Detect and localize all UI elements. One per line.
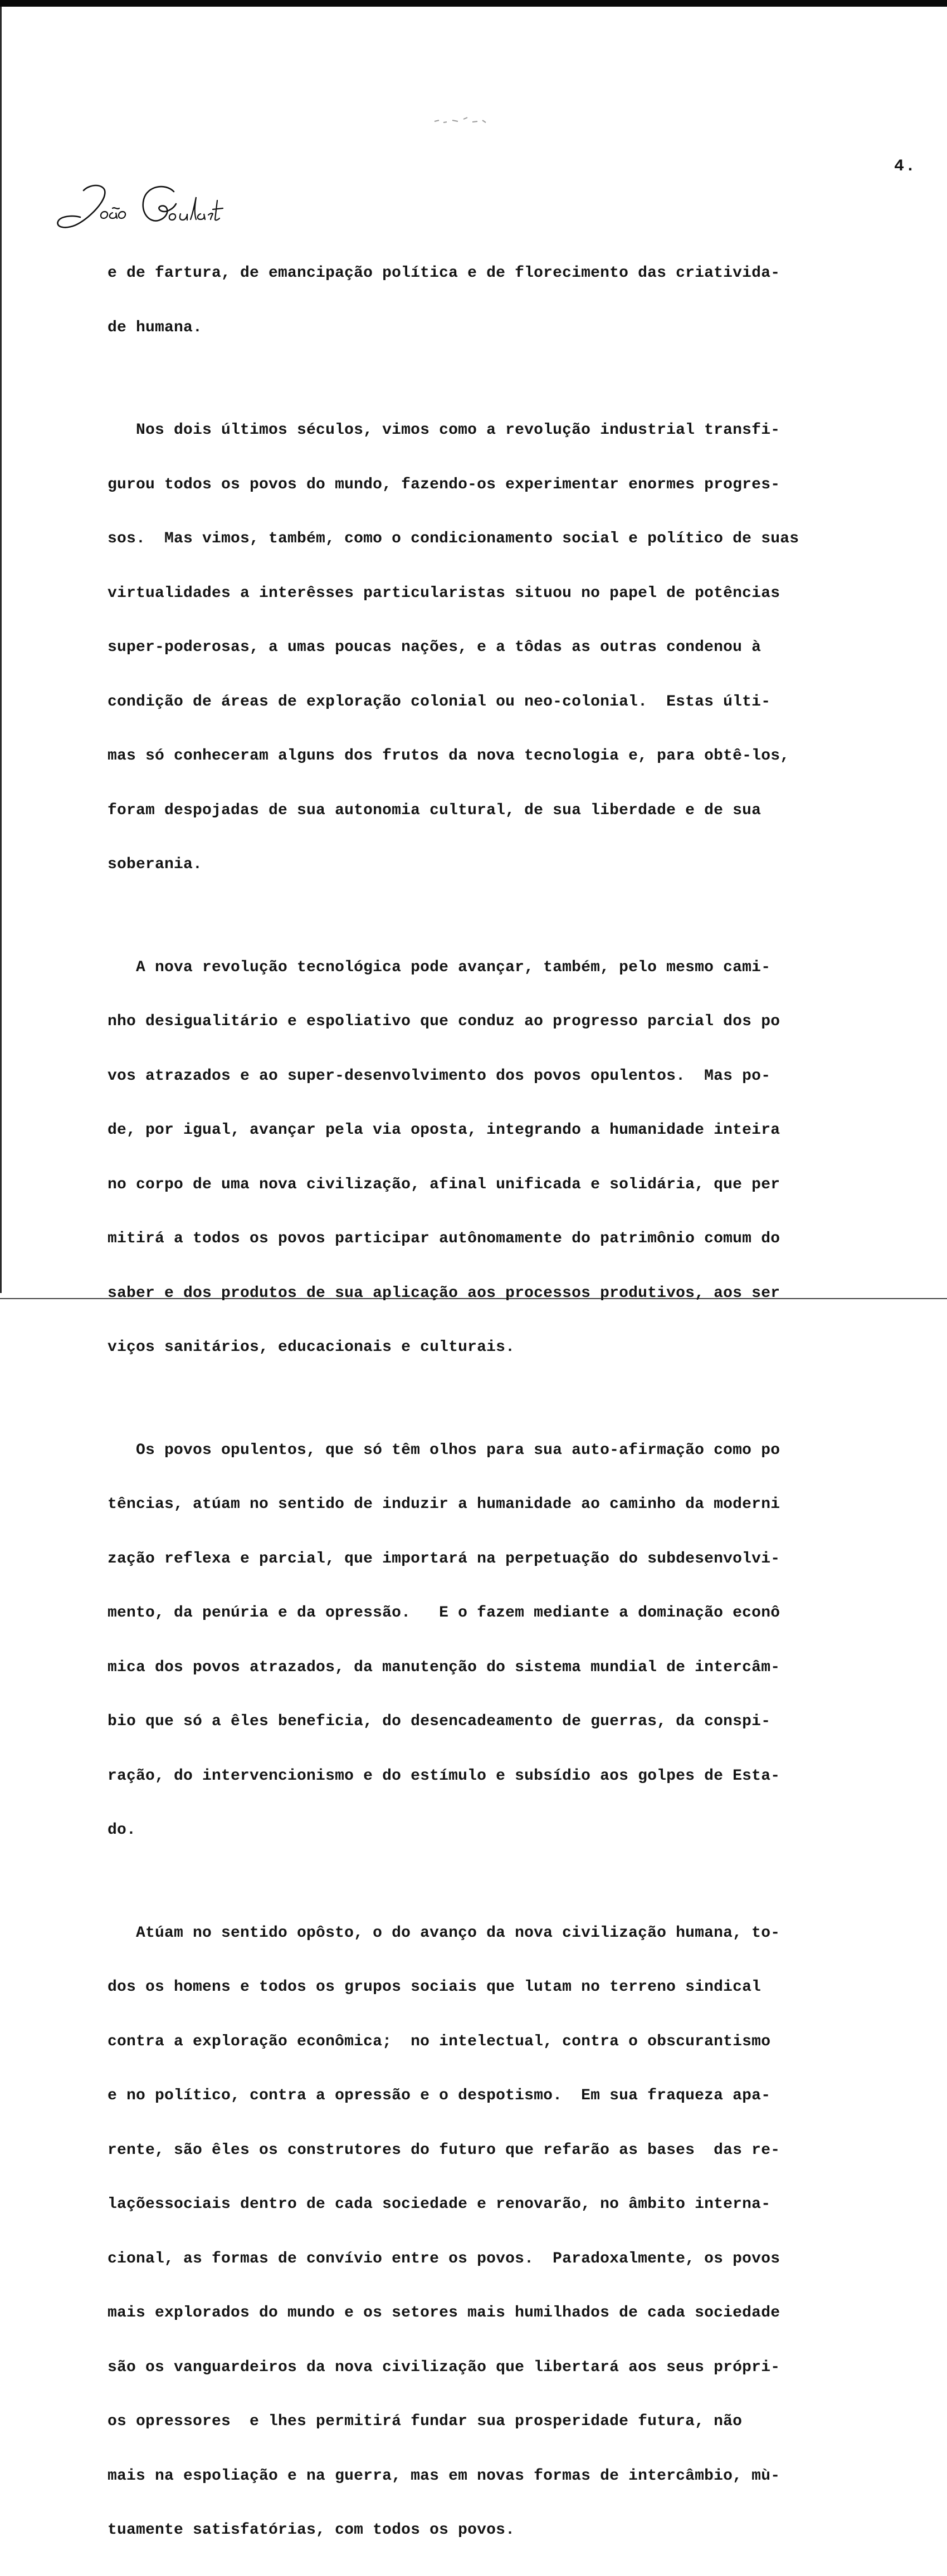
text-line: no corpo de uma nova civilização, afinal unificada e solidária, que per xyxy=(108,1176,780,1193)
paragraph xyxy=(108,923,943,1393)
text-line: super-poderosas, a umas poucas nações, e a tôdas as outras condenou à xyxy=(108,639,761,656)
text-line: mitirá a todos os povos participar autônomamente do patrimônio comum do xyxy=(108,1230,780,1247)
text-line: Atúam no sentido opôsto, o do avanço da nova civilização humana, to- xyxy=(108,1924,780,1942)
text-line: rente, são êles os construtores do futuro que refarão as bases das re- xyxy=(108,2141,780,2159)
text-line: nho desigualitário e espoliativo que conduz ao progresso parcial dos po xyxy=(108,1013,780,1030)
text-line: mento, da penúria e da opressão. E o fazem mediante a dominação econô xyxy=(108,1604,780,1622)
paragraph xyxy=(108,1888,943,2576)
paragraph xyxy=(108,1405,943,1876)
signature-handwriting xyxy=(51,178,241,234)
text-line: os opressores e lhes permitirá fundar sua prosperidade futura, não xyxy=(108,2413,743,2430)
signature xyxy=(51,178,241,234)
text-line: mica dos povos atrazados, da manutenção do sistema mundial de intercâm- xyxy=(108,1658,780,1676)
text-line: vos atrazados e ao super-desenvolvimento dos povos opulentos. Mas po- xyxy=(108,1067,771,1085)
text-line: mas só conheceram alguns dos frutos da nova tecnologia e, para obtê-los, xyxy=(108,747,790,765)
text-line: soberania. xyxy=(108,856,203,873)
page-number: 4. xyxy=(894,157,917,176)
text-line: condição de áreas de exploração colonial ou neo-colonial. Estas últi- xyxy=(108,693,771,711)
text-line: tuamente satisfatórias, com todos os povos. xyxy=(108,2521,515,2539)
text-line: bio que só a êles beneficia, do desencadeamento de guerras, da conspi- xyxy=(108,1713,771,1730)
text-line: laçõessociais dentro de cada sociedade e renovarão, no âmbito interna- xyxy=(108,2196,771,2213)
text-line: ração, do intervencionismo e do estímulo e subsídio aos golpes de Esta- xyxy=(108,1767,780,1785)
text-line: Os povos opulentos, que só têm olhos para sua auto-afirmação como po xyxy=(108,1441,780,1459)
text-line: dos os homens e todos os grupos sociais que lutam no terreno sindical xyxy=(108,1978,761,1996)
text-line: Nos dois últimos séculos, vimos como a revolução industrial transfi- xyxy=(108,422,780,439)
text-line: sos. Mas vimos, também, como o condicionamento social e político de suas xyxy=(108,530,799,547)
paragraph xyxy=(108,385,943,910)
ink-smudge xyxy=(432,114,494,127)
text-line: gurou todos os povos do mundo, fazendo-os experimentar enormes progres- xyxy=(108,476,780,493)
scan-top-border xyxy=(0,0,947,7)
text-line: contra a exploração econômica; no intelectual, contra o obscurantismo xyxy=(108,2033,771,2050)
text-line: mais explorados do mundo e os setores mais humilhados de cada sociedade xyxy=(108,2304,780,2322)
text-line: foram despojadas de sua autonomia cultural, de sua liberdade e de sua xyxy=(108,801,761,819)
text-line: do. xyxy=(108,1821,136,1839)
text-line: de, por igual, avançar pela via oposta, integrando a humanidade inteira xyxy=(108,1122,780,1139)
scan-left-edge xyxy=(0,7,2,1293)
text-line: mais na espoliação e na guerra, mas em novas formas de intercâmbio, mù- xyxy=(108,2467,780,2485)
letter-body xyxy=(108,228,943,2576)
text-line: virtualidades a interêsses particularistas situou no papel de potências xyxy=(108,584,780,602)
paragraph xyxy=(108,228,943,373)
text-line: saber e dos produtos de sua aplicação aos processos produtivos, aos ser xyxy=(108,1284,780,1302)
text-line: e no político, contra a opressão e o despotismo. Em sua fraqueza apa- xyxy=(108,2087,771,2104)
text-line: e de fartura, de emancipação política e de florecimento das criativida- xyxy=(108,265,780,282)
text-line: zação reflexa e parcial, que importará na perpetuação do subdesenvolvi- xyxy=(108,1550,780,1568)
text-line: são os vanguardeiros da nova civilização que libertará aos seus própri- xyxy=(108,2358,780,2376)
text-line: viços sanitários, educacionais e culturais. xyxy=(108,1339,515,1356)
text-line: tências, atúam no sentido de induzir a humanidade ao caminho da moderni xyxy=(108,1496,780,1513)
text-line: de humana. xyxy=(108,319,203,336)
text-line: cional, as formas de convívio entre os povos. Paradoxalmente, os povos xyxy=(108,2250,780,2268)
text-line: A nova revolução tecnológica pode avançar, também, pelo mesmo cami- xyxy=(108,958,771,976)
